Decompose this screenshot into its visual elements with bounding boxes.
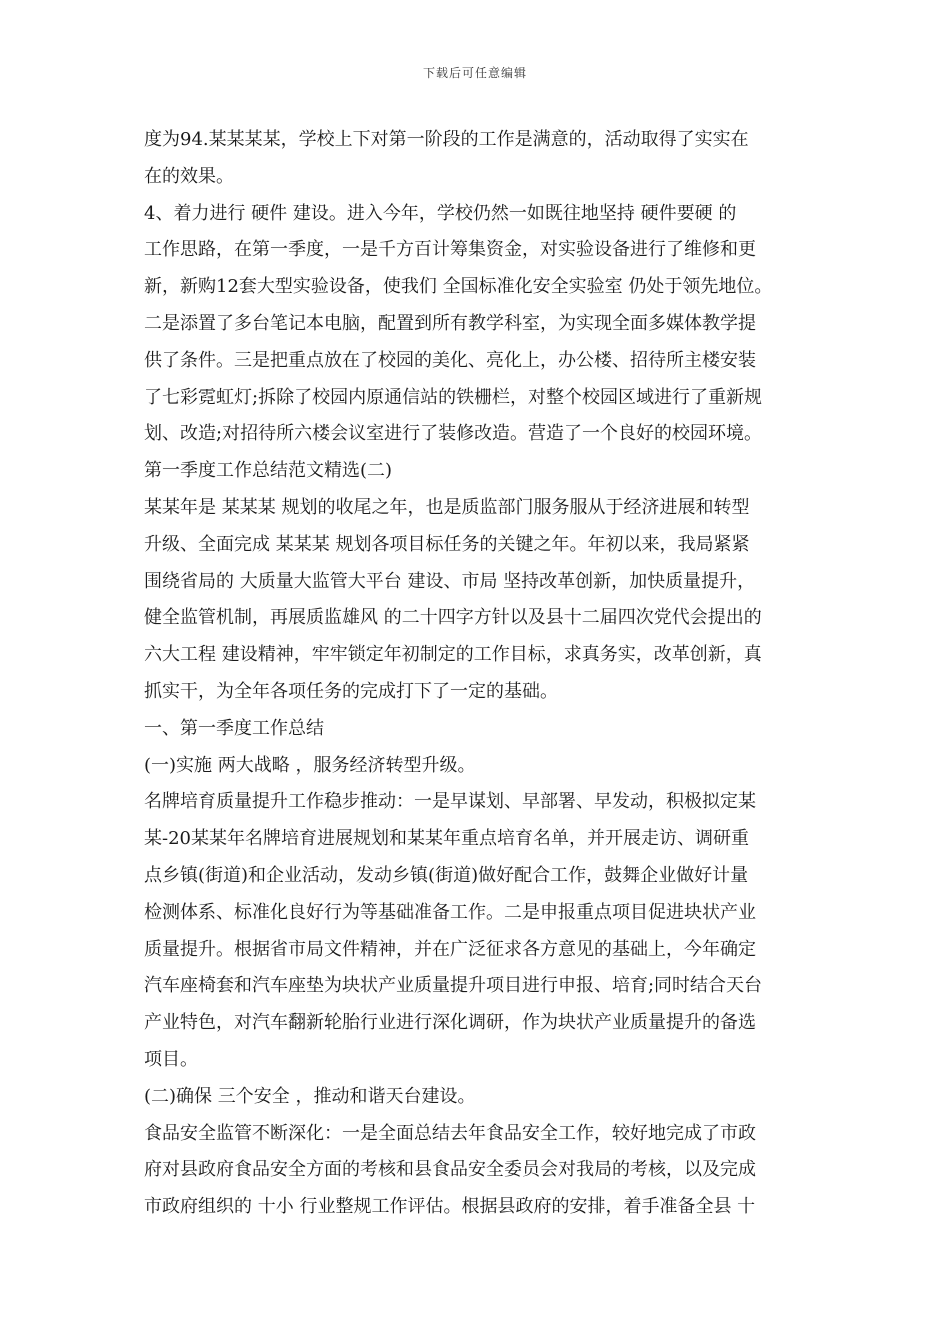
text-line: 了七彩霓虹灯;拆除了校园内原通信站的铁栅栏，对整个校园区域进行了重新规 bbox=[144, 386, 763, 408]
text-line: 度为94.某某某某，学校上下对第一阶段的工作是满意的，活动取得了实实在 bbox=[144, 129, 749, 150]
subsection-heading: (二)确保 三个安全 ，推动和谐天台建设。 bbox=[144, 1085, 476, 1107]
subsection-heading: (一)实施 两大战略 ，服务经济转型升级。 bbox=[144, 754, 476, 776]
text-line: 健全监管机制，再展质监雄风 的二十四字方针以及县十二届四次党代会提出的 bbox=[144, 607, 762, 629]
text-line: 质量提升。根据省市局文件精神，并在广泛征求各方意见的基础上，今年确定 bbox=[144, 938, 756, 960]
page-header: 下载后可任意编辑 bbox=[422, 66, 527, 80]
section-heading: 第一季度工作总结范文精选(二) bbox=[144, 460, 393, 482]
text-line: 市政府组织的 十小 行业整规工作评估。根据县政府的安排，着手准备全县 十 bbox=[144, 1196, 756, 1218]
text-line: 产业特色，对汽车翻新轮胎行业进行深化调研，作为块状产业质量提升的备选 bbox=[144, 1012, 756, 1034]
text-line: 府对县政府食品安全方面的考核和县食品安全委员会对我局的考核，以及完成 bbox=[144, 1159, 756, 1181]
text-line: 食品安全监管不断深化：一是全面总结去年食品安全工作，较好地完成了市政 bbox=[144, 1122, 756, 1144]
text-line: 某-20某某年名牌培育进展规划和某某年重点培育名单，并开展走访、调研重 bbox=[144, 828, 749, 850]
text-line: 六大工程 建设精神，牢牢锁定年初制定的工作目标，求真务实，改革创新，真 bbox=[144, 644, 762, 666]
text-line: 供了条件。三是把重点放在了校园的美化、亮化上，办公楼、招待所主楼安装 bbox=[144, 349, 756, 371]
text-line: 围绕省局的 大质量大监管大平台 建设、市局 坚持改革创新，加快质量提升， bbox=[144, 570, 756, 592]
text-line: 某某年是 某某某 规划的收尾之年，也是质监部门服务服从于经济进展和转型 bbox=[144, 496, 750, 518]
text-line: 工作思路，在第一季度，一是千方百计筹集资金，对实验设备进行了维修和更 bbox=[144, 239, 756, 261]
text-line: 点乡镇(街道)和企业活动，发动乡镇(街道)做好配合工作，鼓舞企业做好计量 bbox=[144, 864, 749, 886]
text-line: 项目。 bbox=[144, 1048, 198, 1070]
text-line: 4、着力进行 硬件 建设。进入今年，学校仍然一如既往地坚持 硬件要硬 的 bbox=[144, 202, 737, 224]
text-line: 在的效果。 bbox=[144, 165, 234, 187]
section-heading: 一、第一季度工作总结 bbox=[144, 717, 324, 739]
text-line: 名牌培育质量提升工作稳步推动：一是早谋划、早部署、早发动，积极拟定某 bbox=[144, 791, 756, 813]
text-line: 划、改造;对招待所六楼会议室进行了装修改造。营造了一个良好的校园环境。 bbox=[144, 423, 763, 445]
text-line: 新，新购12套大型实验设备，使我们 全国标准化安全实验室 仍处于领先地位。 bbox=[144, 276, 773, 298]
document-body bbox=[144, 122, 824, 1226]
text-line: 升级、全面完成 某某某 规划各项目标任务的关键之年。年初以来，我局紧紧 bbox=[144, 533, 750, 555]
text-line: 汽车座椅套和汽车座垫为块状产业质量提升项目进行申报、培育;同时结合天台 bbox=[144, 975, 763, 997]
text-line: 二是添置了多台笔记本电脑，配置到所有教学科室，为实现全面多媒体教学提 bbox=[144, 312, 756, 334]
text-line: 检测体系、标准化良好行为等基础准备工作。二是申报重点项目促进块状产业 bbox=[144, 901, 756, 923]
text-line: 抓实干，为全年各项任务的完成打下了一定的基础。 bbox=[144, 680, 558, 702]
